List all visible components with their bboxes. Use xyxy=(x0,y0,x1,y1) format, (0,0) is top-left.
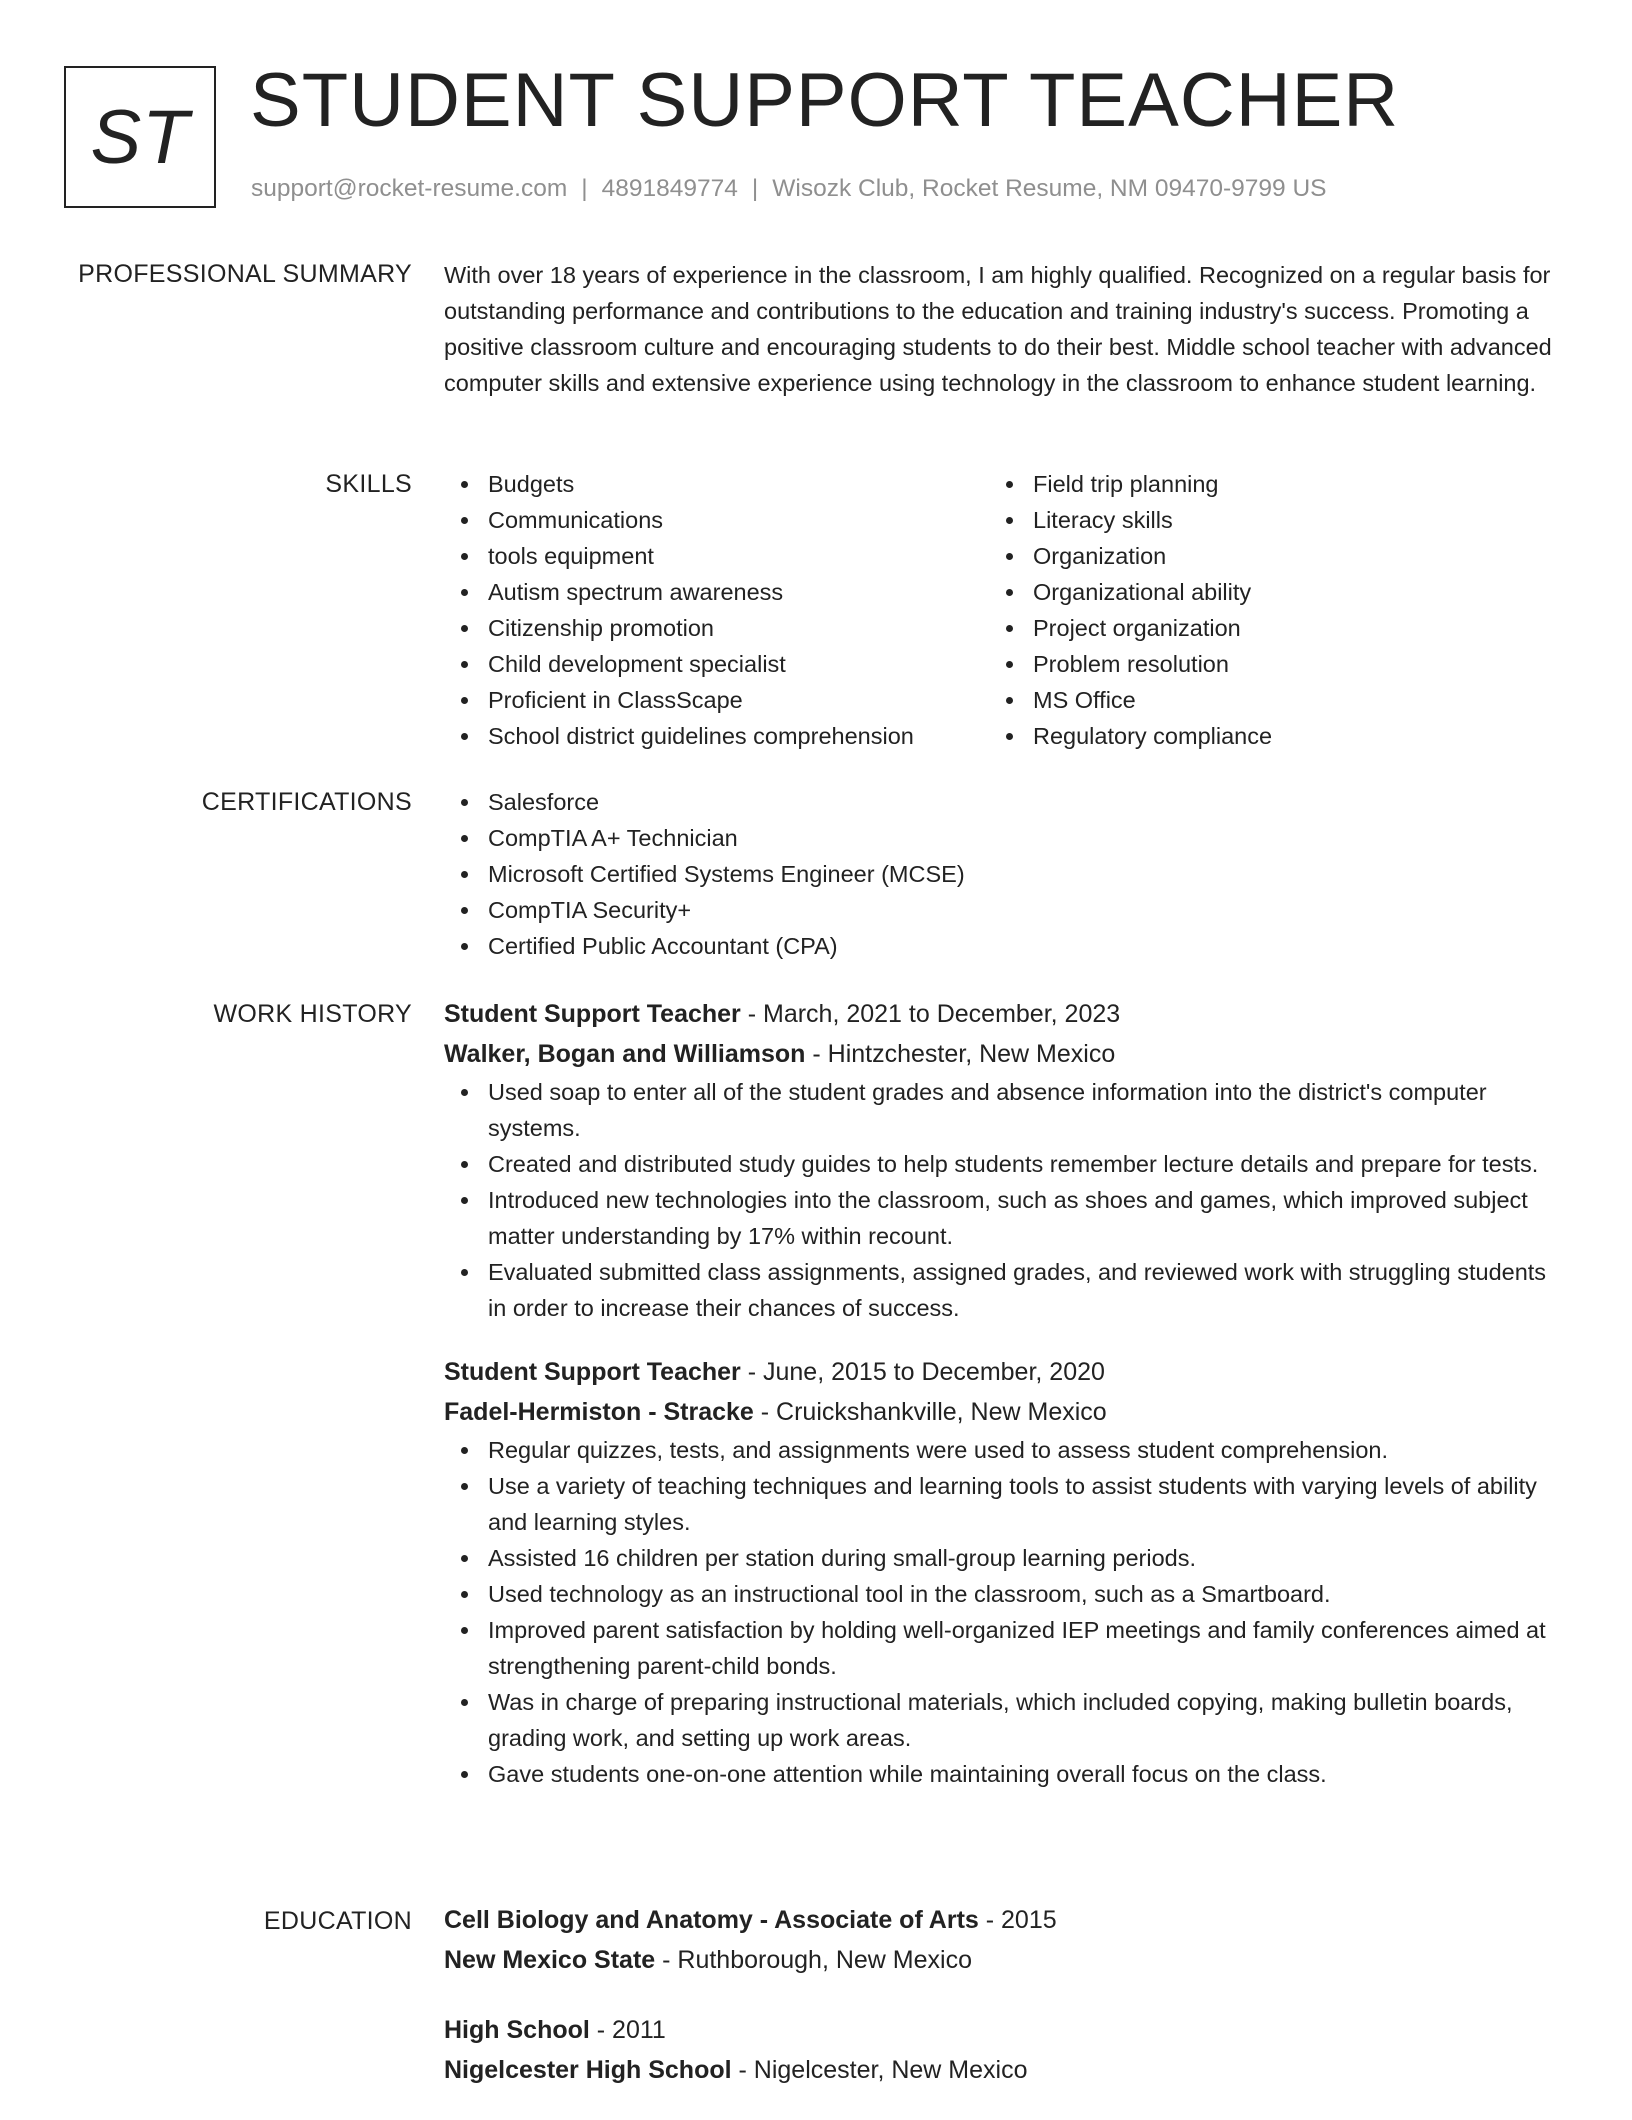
job-entry xyxy=(444,1352,1554,1792)
certifications-section xyxy=(444,784,1554,964)
job-bullets xyxy=(444,1432,1554,1792)
job-company: Fadel-Hermiston - Stracke xyxy=(444,1398,754,1426)
monogram-logo: ST xyxy=(64,66,216,208)
list-item: Organization xyxy=(989,538,1272,574)
list-item: Citizenship promotion xyxy=(444,610,989,646)
job-dates: - June, 2015 to December, 2020 xyxy=(740,1358,1105,1386)
summary-text: With over 18 years of experience in the classroom, I am highly qualified. Recognized on a regular basis for outstanding performance and contributions to the education and training industry's success. Promoting a positive classroom culture and encouraging students to do their best. Middle school teacher with advanced computer skills and extensive experience using technology in the classroom to enhance student learning. xyxy=(444,262,1552,396)
contact-line xyxy=(251,174,1326,204)
list-item: Use a variety of teaching techniques and learning tools to assist students with varying levels of ability and learning styles. xyxy=(444,1468,1554,1540)
contact-separator: | xyxy=(581,175,588,202)
certifications-list xyxy=(444,784,1554,964)
job-company: Walker, Bogan and Williamson xyxy=(444,1040,806,1068)
list-item: Budgets xyxy=(444,466,989,502)
education-degree-line xyxy=(444,1900,1554,1940)
list-item: CompTIA A+ Technician xyxy=(444,820,1554,856)
list-item: Was in charge of preparing instructional materials, which included copying, making bulletin boards, grading work, and setting up work areas. xyxy=(444,1684,1554,1756)
job-title-line xyxy=(444,994,1554,1034)
section-label-education: EDUCATION xyxy=(263,1907,412,1935)
list-item: Autism spectrum awareness xyxy=(444,574,989,610)
job-location: - Hintzchester, New Mexico xyxy=(805,1040,1116,1068)
education-entry xyxy=(444,2010,1554,2090)
list-item: Regulatory compliance xyxy=(989,718,1272,754)
list-item: Assisted 16 children per station during small-group learning periods. xyxy=(444,1540,1554,1576)
contact-email[interactable]: support@rocket-resume.com xyxy=(251,175,568,202)
education-year: - 2015 xyxy=(978,1906,1057,1934)
list-item: Field trip planning xyxy=(989,466,1272,502)
section-label-work-history: WORK HISTORY xyxy=(213,1000,412,1028)
skills-list-left xyxy=(444,466,989,754)
education-entry xyxy=(444,1900,1554,1980)
skills-section xyxy=(444,466,1554,754)
list-item: Proficient in ClassScape xyxy=(444,682,989,718)
list-item: Salesforce xyxy=(444,784,1554,820)
education-school: New Mexico State xyxy=(444,1946,656,1974)
education-location: - Nigelcester, New Mexico xyxy=(731,2056,1028,2084)
contact-separator: | xyxy=(751,175,759,202)
list-item: School district guidelines comprehension xyxy=(444,718,989,754)
job-title-line xyxy=(444,1352,1554,1392)
work-history-section xyxy=(444,994,1554,1818)
list-item: Certified Public Accountant (CPA) xyxy=(444,928,1554,964)
section-label-certifications: CERTIFICATIONS xyxy=(201,788,412,816)
summary-section xyxy=(444,257,1554,401)
list-item: Improved parent satisfaction by holding well-organized IEP meetings and family conferences aimed at strengthening parent-child bonds. xyxy=(444,1612,1554,1684)
education-school: Nigelcester High School xyxy=(444,2056,732,2084)
education-degree: Cell Biology and Anatomy - Associate of Arts xyxy=(444,1906,979,1934)
list-item: Communications xyxy=(444,502,989,538)
list-item: Introduced new technologies into the classroom, such as shoes and games, which improved subject matter understanding by 17% within recount. xyxy=(444,1182,1554,1254)
skills-list-right xyxy=(989,466,1272,754)
list-item: Problem resolution xyxy=(989,646,1272,682)
contact-address: Wisozk Club, Rocket Resume, NM 09470-9799 US xyxy=(772,175,1327,202)
job-dates: - March, 2021 to December, 2023 xyxy=(740,1000,1121,1028)
list-item: Regular quizzes, tests, and assignments were used to assess student comprehension. xyxy=(444,1432,1554,1468)
job-company-line xyxy=(444,1392,1554,1432)
job-title: Student Support Teacher xyxy=(444,1358,741,1386)
list-item: Project organization xyxy=(989,610,1272,646)
contact-phone[interactable]: 4891849774 xyxy=(601,175,738,202)
list-item: Evaluated submitted class assignments, assigned grades, and reviewed work with struggling students in order to increase their chances of success. xyxy=(444,1254,1554,1326)
job-company-line xyxy=(444,1034,1554,1074)
education-school-line xyxy=(444,1940,1554,1980)
list-item: Organizational ability xyxy=(989,574,1272,610)
education-degree: High School xyxy=(444,2016,590,2044)
list-item: Microsoft Certified Systems Engineer (MCSE) xyxy=(444,856,1554,892)
job-title: Student Support Teacher xyxy=(444,1000,741,1028)
list-item: MS Office xyxy=(989,682,1272,718)
list-item: Child development specialist xyxy=(444,646,989,682)
section-label-skills: SKILLS xyxy=(325,470,412,498)
list-item: Created and distributed study guides to help students remember lecture details and prepare for tests. xyxy=(444,1146,1554,1182)
job-location: - Cruickshankville, New Mexico xyxy=(753,1398,1107,1426)
section-label-summary: PROFESSIONAL SUMMARY xyxy=(78,260,412,288)
education-degree-line xyxy=(444,2010,1554,2050)
education-school-line xyxy=(444,2050,1554,2090)
job-entry xyxy=(444,994,1554,1326)
resume-title: STUDENT SUPPORT TEACHER xyxy=(250,58,1400,143)
list-item: Used technology as an instructional tool in the classroom, such as a Smartboard. xyxy=(444,1576,1554,1612)
education-section xyxy=(444,1900,1554,2120)
list-item: Used soap to enter all of the student grades and absence information into the district's computer systems. xyxy=(444,1074,1554,1146)
education-location: - Ruthborough, New Mexico xyxy=(655,1946,972,1974)
list-item: Gave students one-on-one attention while maintaining overall focus on the class. xyxy=(444,1756,1554,1792)
list-item: tools equipment xyxy=(444,538,989,574)
list-item: CompTIA Security+ xyxy=(444,892,1554,928)
job-bullets xyxy=(444,1074,1554,1326)
education-year: - 2011 xyxy=(589,2016,666,2044)
list-item: Literacy skills xyxy=(989,502,1272,538)
